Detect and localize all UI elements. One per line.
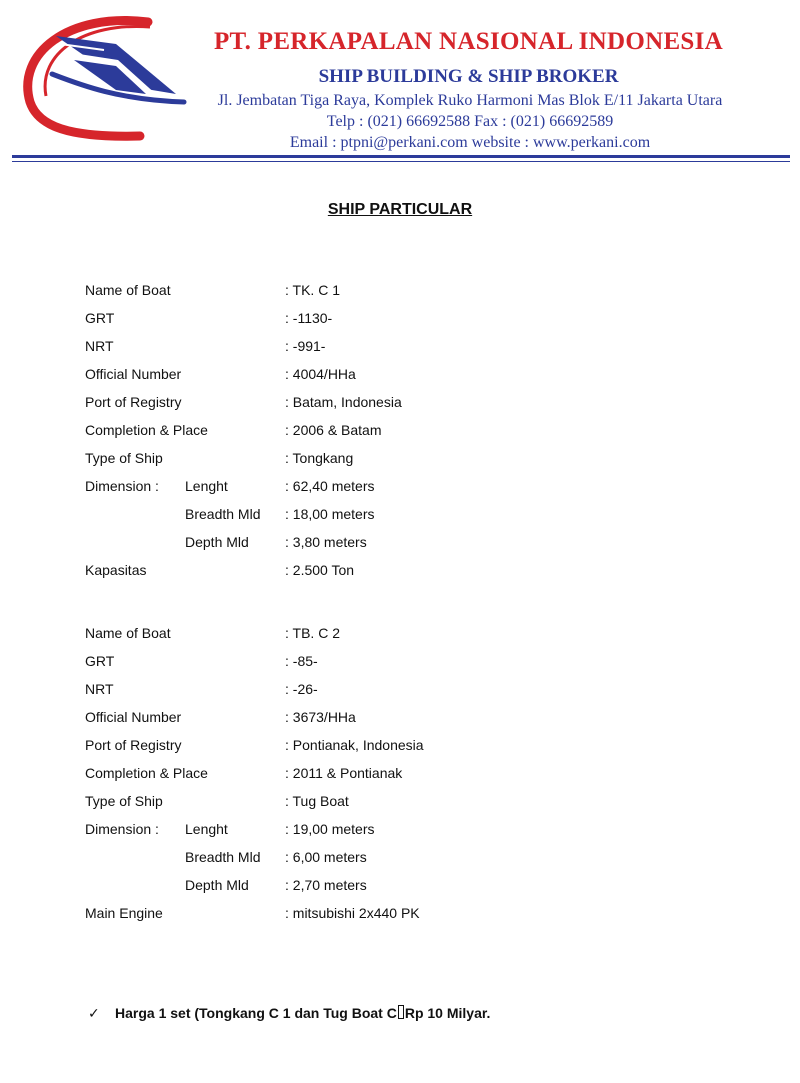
spec-value: : 18,00 meters: [285, 506, 375, 522]
spec-row: [85, 336, 725, 364]
spec-row: [85, 392, 725, 420]
spec-value: : 6,00 meters: [285, 849, 367, 865]
spec-sublabel: Breadth Mld: [185, 506, 261, 522]
spec-value: : mitsubishi 2x440 PK: [285, 905, 420, 921]
spec-row: [85, 763, 725, 791]
spec-value: : -1130-: [285, 310, 333, 326]
header-divider-thin: [12, 161, 790, 162]
spec-sublabel: Lenght: [185, 821, 228, 837]
spec-sublabel: Breadth Mld: [185, 849, 261, 865]
checkmark-icon: ✓: [88, 1005, 100, 1021]
missing-glyph-icon: [398, 1005, 404, 1019]
spec-row: [85, 875, 725, 903]
spec-value: : Pontianak, Indonesia: [285, 737, 424, 753]
company-address: Jl. Jembatan Tiga Raya, Komplek Ruko Harmoni Mas Blok E/11 Jakarta Utara: [217, 92, 723, 109]
spec-row: [85, 707, 725, 735]
spec-value: : -26-: [285, 681, 318, 697]
spec-row: [85, 623, 725, 651]
spec-label: NRT: [85, 338, 114, 354]
company-email-website: Email : ptpni@perkani.com website : www.perkani.com: [289, 134, 651, 151]
spec-value: : 3,80 meters: [285, 534, 367, 550]
spec-label: GRT: [85, 653, 115, 669]
spec-row: [85, 448, 725, 476]
spec-value: : Batam, Indonesia: [285, 394, 402, 410]
spec-row: [85, 420, 725, 448]
spec-value: : 3673/HHa: [285, 709, 356, 725]
spec-label: Dimension :: [85, 478, 159, 494]
spec-row: [85, 847, 725, 875]
spec-label: Type of Ship: [85, 450, 163, 466]
letterhead: [0, 0, 800, 175]
company-name: PT. PERKAPALAN NASIONAL INDONESIA: [213, 28, 724, 55]
ship-spec-1: [85, 280, 725, 588]
ship-spec-2: [85, 623, 725, 931]
spec-label: Kapasitas: [85, 562, 147, 578]
price-text: Harga 1 set (Tongkang C 1 dan Tug Boat C: [115, 1005, 397, 1021]
spec-row: [85, 651, 725, 679]
spec-value: : Tongkang: [285, 450, 354, 466]
spec-value: : -991-: [285, 338, 326, 354]
spec-value: : 2,70 meters: [285, 877, 367, 893]
spec-label: Official Number: [85, 366, 182, 382]
spec-row: [85, 308, 725, 336]
company-tagline: SHIP BUILDING & SHIP BROKER: [318, 66, 619, 87]
spec-row: [85, 560, 725, 588]
spec-label: Completion & Place: [85, 422, 208, 438]
spec-label: GRT: [85, 310, 115, 326]
spec-value: : 62,40 meters: [285, 478, 375, 494]
spec-value: : 4004/HHa: [285, 366, 356, 382]
spec-label: NRT: [85, 681, 114, 697]
spec-sublabel: Depth Mld: [185, 877, 249, 893]
spec-row: [85, 364, 725, 392]
spec-label: Name of Boat: [85, 625, 171, 641]
spec-row: [85, 280, 725, 308]
spec-sublabel: Depth Mld: [185, 534, 249, 550]
spec-label: Type of Ship: [85, 793, 163, 809]
document-title: SHIP PARTICULAR: [327, 201, 473, 218]
spec-row: [85, 504, 725, 532]
spec-label: Port of Registry: [85, 394, 182, 410]
price-note: [88, 1003, 728, 1023]
spec-value: : 2011 & Pontianak: [285, 765, 403, 781]
spec-value: : -85-: [285, 653, 318, 669]
spec-label: Official Number: [85, 709, 182, 725]
spec-sublabel: Lenght: [185, 478, 228, 494]
spec-value: : TB. C 2: [285, 625, 340, 641]
spec-value: : 2006 & Batam: [285, 422, 382, 438]
spec-value: : TK. C 1: [285, 282, 340, 298]
spec-label: Completion & Place: [85, 765, 208, 781]
spec-value: : 2.500 Ton: [285, 562, 355, 578]
spec-row: [85, 819, 725, 847]
spec-label: Dimension :: [85, 821, 159, 837]
spec-row: [85, 679, 725, 707]
company-phone-fax: Telp : (021) 66692588 Fax : (021) 66692589: [326, 113, 614, 130]
spec-value: : 19,00 meters: [285, 821, 375, 837]
spec-value: : Tug Boat: [285, 793, 349, 809]
spec-row: [85, 532, 725, 560]
header-divider-thick: [12, 155, 790, 158]
spec-row: [85, 735, 725, 763]
spec-label: Name of Boat: [85, 282, 171, 298]
spec-row: [85, 476, 725, 504]
price-amount: Rp 10 Milyar.: [404, 1005, 491, 1021]
spec-label: Main Engine: [85, 905, 163, 921]
spec-label: Port of Registry: [85, 737, 182, 753]
spec-row: [85, 903, 725, 931]
spec-row: [85, 791, 725, 819]
